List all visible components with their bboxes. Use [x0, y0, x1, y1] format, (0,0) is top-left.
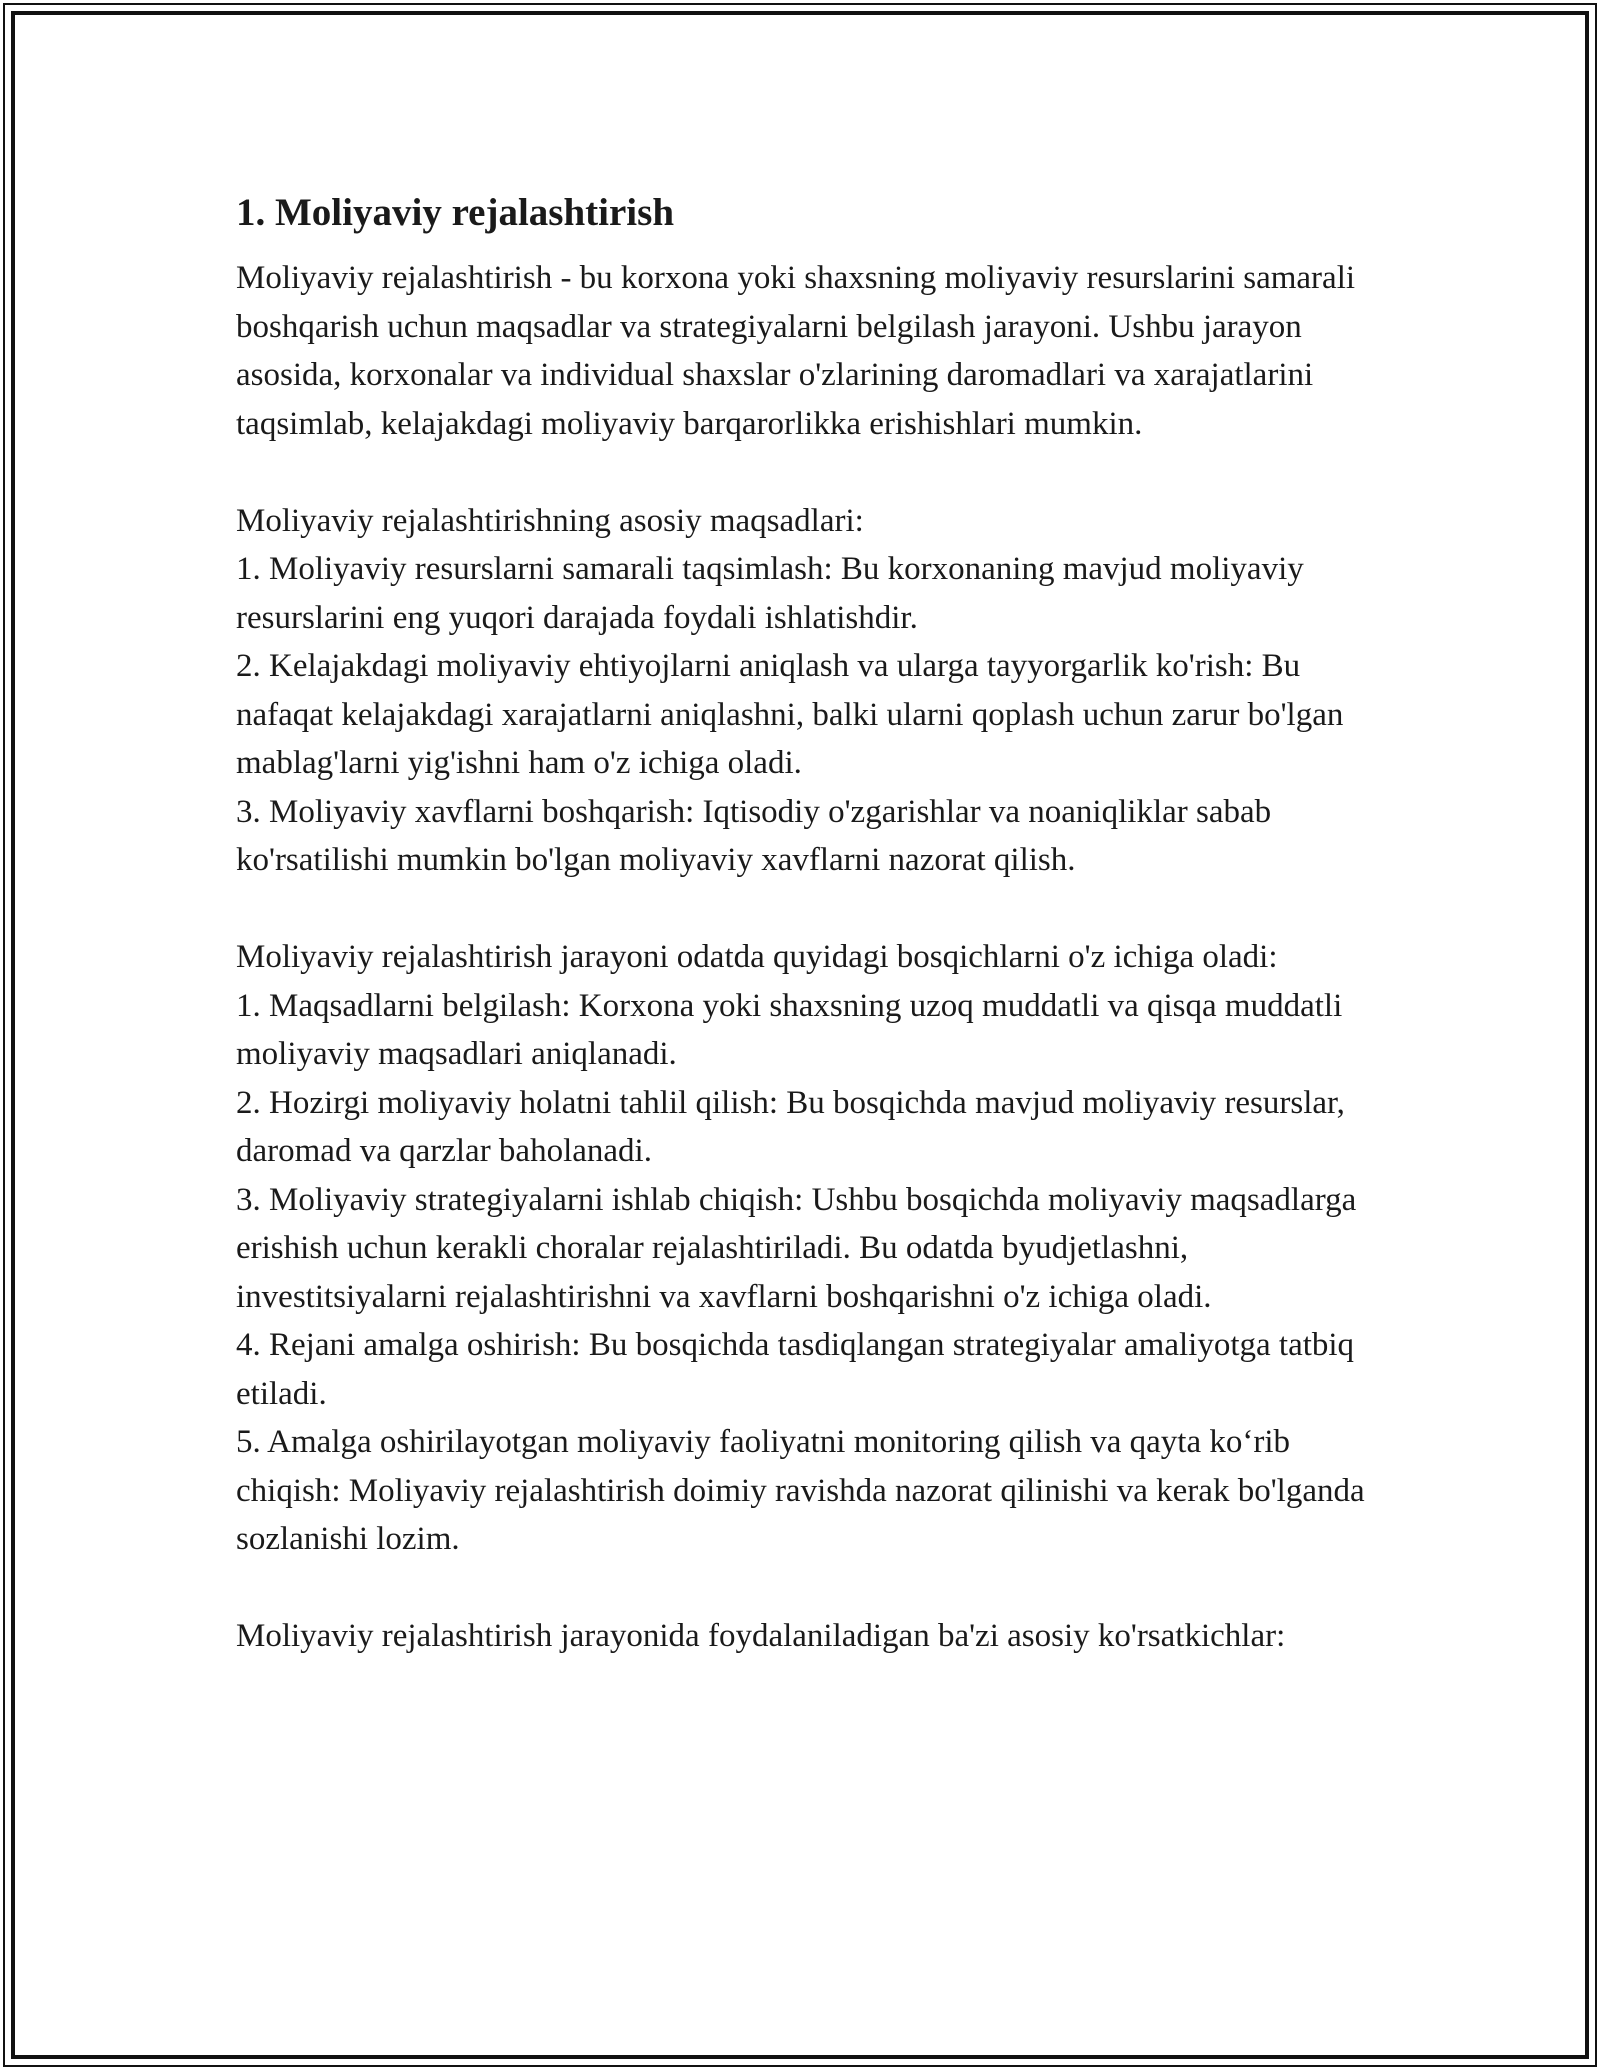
stage-item: 2. Hozirgi moliyaviy holatni tahlil qilish: Bu bosqichda mavjud moliyaviy resurslar, daromad va qarzlar baholanadi. — [236, 1084, 1345, 1169]
stage-item: 4. Rejani amalga oshirish: Bu bosqichda tasdiqlangan strategiyalar amaliyotga tatbiq etiladi. — [236, 1327, 1355, 1412]
document-body — [236, 184, 1366, 1709]
intro-section — [236, 254, 1366, 448]
indicators-title: Moliyaviy rejalashtirish jarayonida foydalaniladigan ba'zi asosiy ko'rsatkichlar: — [236, 1618, 1286, 1654]
goal-item: 3. Moliyaviy xavflarni boshqarish: Iqtisodiy o'zgarishlar va noaniqliklar sabab ko'rsatilishi mumkin bo'lgan moliyaviy xavflarni nazorat qilish. — [236, 793, 1272, 878]
stages-title: Moliyaviy rejalashtirish jarayoni odatda quyidagi bosqichlarni o'z ichiga oladi: — [236, 939, 1278, 975]
goal-item: 2. Kelajakdagi moliyaviy ehtiyojlarni aniqlash va ularga tayyorgarlik ko'rish: Bu nafaqat kelajakdagi xarajatlarni aniqlashni, balki ularni qoplash uchun zarur bo'lgan mablag'larni yig'ishni ham o'z ichiga oladi. — [236, 648, 1344, 781]
goals-section — [236, 497, 1366, 885]
indicators-section — [236, 1612, 1366, 1661]
goals-title: Moliyaviy rejalashtirishning asosiy maqsadlari: — [236, 502, 864, 539]
section-heading: 1. Moliyaviy rejalashtirish — [236, 191, 675, 234]
stage-item: 3. Moliyaviy strategiyalarni ishlab chiqish: Ushbu bosqichda moliyaviy maqsadlarga erishish uchun kerakli choralar rejalashtiriladi. Bu odatda byudjetlashni, investitsiyalarni rejalashtirishni va xavflarni boshqarishni o'z ichiga oladi. — [236, 1181, 1357, 1315]
stage-item: 1. Maqsadlarni belgilash: Korxona yoki shaxsning uzoq muddatli va qisqa muddatli moliyaviy maqsadlari aniqlanadi. — [236, 987, 1343, 1072]
intro-paragraph: Moliyaviy rejalashtirish - bu korxona yoki shaxsning moliyaviy resurslarini samarali boshqarish uchun maqsadlar va strategiyalarni belgilash jarayoni. Ushbu jarayon asosida, korxonalar va individual shaxslar o'zlarining daromadlari va xarajatlarini taqsimlab, kelajakdagi moliyaviy barqarorlikka erishishlari mumkin. — [236, 260, 1356, 442]
stage-item: 5. Amalga oshirilayotgan moliyaviy faoliyatni monitoring qilish va qayta ko‘rib chiqish: Moliyaviy rejalashtirish doimiy ravishda nazorat qilinishi va kerak bo'lganda sozlanishi lozim. — [236, 1424, 1365, 1557]
stages-section — [236, 933, 1366, 1564]
goal-item: 1. Moliyaviy resurslarni samarali taqsimlash: Bu korxonaning mavjud moliyaviy resurslarini eng yuqori darajada foydali ishlatishdir. — [236, 551, 1304, 636]
